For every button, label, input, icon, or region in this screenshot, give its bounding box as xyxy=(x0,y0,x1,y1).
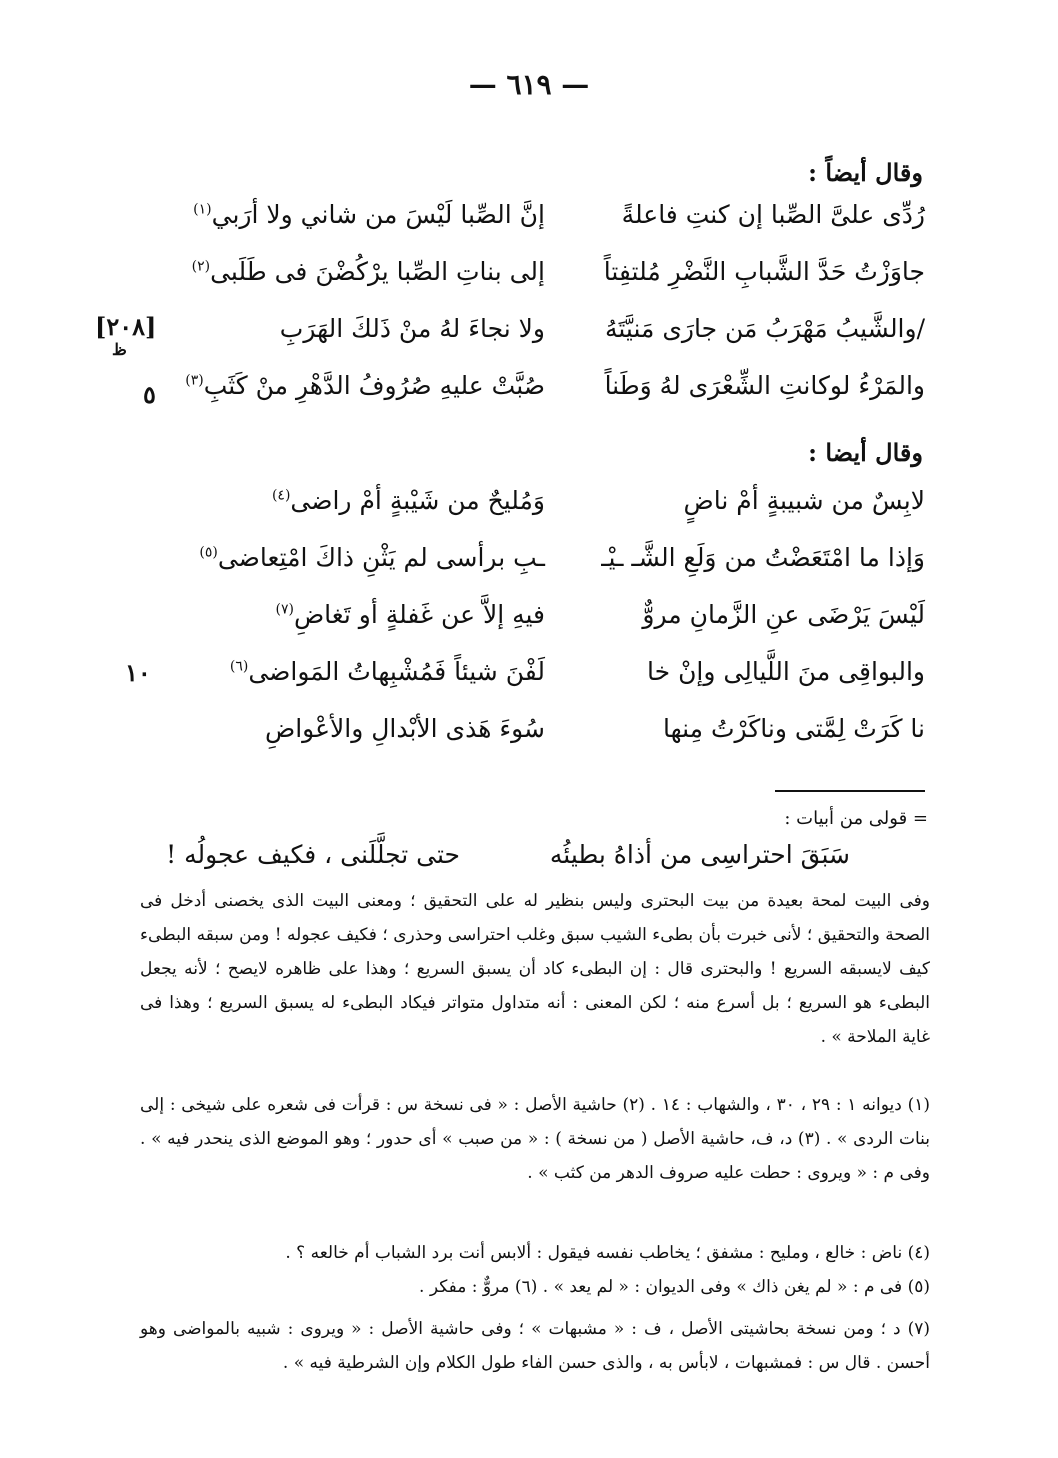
hemistich-text: إنَّ الصِّبا لَيْسَ من شاني ولا أرَبي xyxy=(211,200,545,229)
verse-line xyxy=(100,486,925,538)
footnote-marker: (٦) xyxy=(229,658,249,675)
hemistich-text: فيهِ إلاَّ عن غَفلةٍ أو تَغاضِ xyxy=(293,600,545,629)
verse-first-hemistich: لابِسٌ من شبيبةٍ أمْ ناضٍ xyxy=(683,486,925,515)
verse-line xyxy=(100,200,925,252)
verse-first-hemistich: نا كَرَتْ لِمَّتى وناكَرْتُ مِنها xyxy=(663,714,925,743)
quoted-verse xyxy=(150,840,850,880)
manuscript-folio-side: ظ xyxy=(112,340,127,359)
verse-second-hemistich xyxy=(115,486,545,515)
hemistich-text: إلى بناتِ الصِّبا يرْكُضْنَ فى طَلَبى xyxy=(210,257,545,286)
hemistich-text: ولا نجاءَ لهُ منْ ذَلكَ الهَرَبِ xyxy=(279,314,545,343)
verse-second-hemistich xyxy=(115,714,545,743)
footnote-1-3: (١) ديوانه ١ : ٢٩ ، ٣٠ ، والشهاب : ١٤ . (٢) حاشية الأصل : « فى نسخة س : قرأت فى شعره على شيخى : إلى بنات الردى » . (٣) د، ف، حاشية الأصل ( من نسخة ) : « من صبب » أى حدور ؛ وهو الموضع الذى ينحدر فيه » . وفى م : « ويروى : حطت عليه صروف الدهر من كثب » . xyxy=(140,1095,930,1183)
verse-line xyxy=(100,714,925,766)
hemistich-text: سُوءَ هَذى الأبْدالِ والأعْواضِ xyxy=(264,714,545,743)
verse-first-hemistich: رُدِّى علىَّ الصِّبا إن كنتِ فاعلةً xyxy=(621,200,925,229)
verse-second-hemistich xyxy=(115,314,545,343)
footnote-marker: (١) xyxy=(193,201,212,218)
verse-line xyxy=(100,657,925,709)
hemistich-text: صُبَّتْ عليهِ صُرُوفُ الدَّهْرِ منْ كَثَبِ xyxy=(203,371,545,400)
hemistich-text: وَمُليحٌ من شَيْبةٍ أمْ راضى xyxy=(290,486,545,515)
footnote-marker: (٣) xyxy=(185,372,204,389)
verse-first-hemistich: وَإذا ما امْتَعَضْتُ من وَلَعِ الشَّـ ـيْـ xyxy=(601,543,925,572)
hemistich-text: ـبِ برأسى لم يَثْنِ ذاكَ امْتِعاضى xyxy=(217,543,545,572)
verse-first-hemistich: لَيْسَ يَرْضَى عنِ الزَّمانِ مروٌّ xyxy=(642,600,925,629)
verse-second-hemistich xyxy=(115,657,545,686)
footnote-continuation-heading: = قولى من أبيات : xyxy=(784,808,928,829)
verse-line xyxy=(100,371,925,423)
verse-line xyxy=(100,600,925,652)
page-number: — ٦١٩ — xyxy=(468,68,590,101)
verse-second-hemistich xyxy=(115,600,545,629)
line-number-10: ١٠ xyxy=(125,658,151,687)
verse-line xyxy=(100,314,925,366)
footnote-marker: (٧) xyxy=(275,601,294,618)
verse-first-hemistich: جاوَزْتُ حَدَّ الشَّبابِ النَّضْرِ مُلتفِتاً xyxy=(603,257,925,286)
verse-first-hemistich: /والشَّيبُ مَهْرَبُ مَن جارَى مَنيَّتَهُ xyxy=(604,314,925,343)
footnote-5-6: (٥) فى م : « لم يغن ذاك » وفى الديوان : « لم يعد » . (٦) مروٌّ : مفكر . xyxy=(419,1277,930,1297)
verse-second-hemistich xyxy=(115,257,545,286)
footnote-7: (٧) د ؛ ومن نسخة بحاشيتى الأصل ، ف : « مشبهات » ؛ وفى حاشية الأصل : « ويروى : شبيه بالمواضى وهو أحسن . قال س : فمشبهات ، لابأس به ، والذى حسن الفاء طول الكلام وإن الشرطية فيه » . xyxy=(140,1319,930,1373)
commentary-paragraph: وفى البيت لمحة بعيدة من بيت البحترى وليس بنظير له على التحقيق ؛ ومعنى البيت الذى يخصنى أدخل فى الصحة والتحقيق ؛ لأنى خبرت بأن بطىء الشيب سبق وغلب احتراسى وحذرى ؛ فكيف عجوله ! ومن سبقه البطىء كيف لايسبقه السريع ! والبحترى قال : إن البطىء كاد أن يسبق السريع ؛ وهذا على ظاهره لايصح ؛ لأنه يجعل البطىء هو السريع ؛ بل أسرع منه ؛ لكن المعنى : أنه متداول متواتر فيكاد البطىء له يسبق السريع ؛ وهذا فى غاية الملاحة » . xyxy=(140,891,930,1047)
section-heading: وقال أيضاً : xyxy=(808,158,923,187)
verse-line xyxy=(100,257,925,309)
section-heading: وقال أيضا : xyxy=(808,438,923,467)
hemistich-text: لَفْنَ شيئاً فَمُشْبِهاتُ المَواضى xyxy=(248,657,545,686)
verse-line xyxy=(100,543,925,595)
footnote-marker: (٢) xyxy=(191,258,211,275)
footnote-marker: (٥) xyxy=(199,544,218,561)
verse-second-hemistich xyxy=(115,371,545,400)
footnote-4: (٤) ناض : خالع ، ومليح : مشفق ؛ يخاطب نفسه فيقول : ألابس أنت برد الشباب أم خالعه ؟ . xyxy=(285,1243,930,1263)
manuscript-folio-reference: [٢٠٨] xyxy=(95,312,157,341)
quoted-verse-first-hemistich: سَبَقَ احتراسِى من أذاهُ بطيئُه xyxy=(549,840,850,869)
quoted-verse-second-hemistich: حتى تجلَّلَنى ، فكيف عجولُه ! xyxy=(166,840,460,869)
verse-second-hemistich xyxy=(115,200,545,229)
footnote-marker: (٤) xyxy=(271,487,291,504)
verse-second-hemistich xyxy=(115,543,545,572)
verse-first-hemistich: والبواقِى منَ اللَّيالِى وإنْ خا xyxy=(647,657,925,686)
line-number-5: ٥ xyxy=(143,380,156,409)
footnote-separator xyxy=(775,790,925,792)
verse-first-hemistich: والمَرْءُ لوكانتِ الشِّعْرَى لهُ وَطَناً xyxy=(604,371,925,400)
